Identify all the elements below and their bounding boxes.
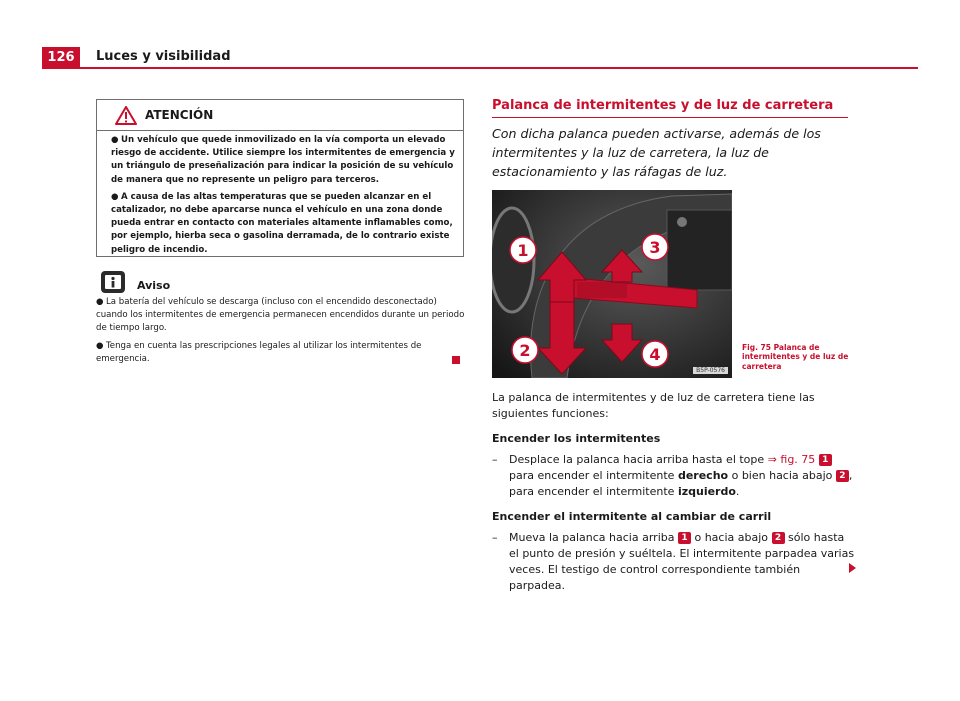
note-item bbox=[96, 296, 468, 336]
warning-triangle-icon bbox=[115, 106, 137, 125]
figure-reference-link[interactable]: ⇒ fig. 75 bbox=[767, 453, 816, 466]
svg-text:3: 3 bbox=[649, 238, 661, 257]
text-run: o hacia abajo bbox=[694, 531, 769, 544]
svg-text:4: 4 bbox=[649, 345, 661, 364]
warning-header bbox=[97, 100, 463, 131]
callout-3 bbox=[642, 234, 668, 260]
callout-badge: 2 bbox=[772, 532, 785, 544]
text-run: sólo hasta el punto de presión y suéltela. El intermitente parpadea varias veces. El testigo de control correspondiente también parpadea. bbox=[509, 531, 855, 592]
text-run: para encender el intermitente bbox=[509, 469, 675, 482]
figure-caption-prefix: Fig. 75 bbox=[742, 343, 771, 352]
dash-bullet: – bbox=[492, 531, 498, 544]
chapter-title: Luces y visibilidad bbox=[96, 49, 231, 64]
dash-bullet: – bbox=[492, 453, 498, 466]
text-run: Mueva la palanca hacia arriba bbox=[509, 531, 675, 544]
text-run: , para encender el intermitente bbox=[509, 469, 853, 498]
bullet-icon: ● bbox=[111, 135, 119, 145]
text-strong: izquierdo bbox=[677, 485, 736, 498]
warning-body bbox=[111, 134, 456, 261]
figure-code: B5P-0576 bbox=[693, 367, 728, 374]
page-number: 126 bbox=[42, 47, 80, 67]
figure-caption bbox=[742, 343, 852, 371]
svg-text:2: 2 bbox=[519, 341, 531, 360]
callout-4 bbox=[642, 341, 668, 367]
note-title: Aviso bbox=[137, 279, 171, 292]
warning-item bbox=[111, 134, 456, 187]
bullet-icon: ● bbox=[96, 297, 104, 307]
body-intro: La palanca de intermitentes y de luz de carretera tiene las siguientes funciones: bbox=[492, 391, 815, 420]
warning-item-text: A causa de las altas temperaturas que se pueden alcanzar en el catalizador, no debe aparcarse nunca el vehículo en una zona donde pueda entrar en contacto con materiales altamente inflamables como, por ejemplo, hierba seca o gasolina derramada, de lo contrario existe peligro de incendio. bbox=[111, 191, 453, 255]
text-run: . bbox=[735, 485, 740, 498]
section-title: Palanca de intermitentes y de luz de carretera bbox=[492, 98, 834, 113]
body-text bbox=[492, 390, 857, 603]
note-body bbox=[96, 296, 468, 370]
instruction-item bbox=[492, 452, 857, 500]
text-run: o bien hacia abajo bbox=[731, 469, 833, 482]
text-strong: derecho bbox=[677, 469, 729, 482]
subheading-lane-change: Encender el intermitente al cambiar de carril bbox=[492, 510, 772, 523]
svg-text:1: 1 bbox=[517, 241, 529, 260]
callout-badge: 1 bbox=[678, 532, 691, 544]
subheading-turn-signals: Encender los intermitentes bbox=[492, 432, 661, 445]
info-note-icon bbox=[100, 270, 126, 294]
note-item bbox=[96, 340, 468, 366]
warning-box bbox=[96, 99, 464, 257]
bullet-icon: ● bbox=[111, 191, 119, 202]
section-lead: Con dicha palanca pueden activarse, además de los intermitentes y la luz de carretera, la luz de estacionamiento y las ráfagas de luz. bbox=[492, 126, 821, 179]
warning-item-text: Un vehículo que quede inmovilizado en la vía comporta un elevado riesgo de accidente. Utilice siempre los intermitentes de emergencia y un triángulo de preseñalización para indicar la posición de su vehículo de manera que no represente un peligro para terceros. bbox=[111, 135, 455, 185]
note-item-text: La batería del vehículo se descarga (incluso con el encendido desconectado) cuando los intermitentes de emergencia permanecen encendidos durante un periodo de tiempo largo. bbox=[96, 297, 465, 334]
header-rule bbox=[42, 67, 918, 69]
figure-lever-image bbox=[492, 190, 732, 378]
section-rule bbox=[492, 117, 848, 118]
continue-arrow-icon bbox=[849, 563, 856, 573]
text-run: Desplace la palanca hacia arriba hasta el tope bbox=[509, 453, 765, 466]
callout-badge: 1 bbox=[819, 454, 832, 466]
bullet-icon: ● bbox=[96, 340, 104, 351]
callout-2 bbox=[512, 337, 538, 363]
callout-1 bbox=[510, 237, 536, 263]
note-item-text: Tenga en cuenta las prescripciones legales al utilizar los intermitentes de emergencia. bbox=[96, 340, 422, 364]
end-of-section-mark bbox=[452, 356, 460, 364]
instruction-item bbox=[492, 530, 857, 594]
figure-caption-text: Palanca de intermitentes y de luz de carretera bbox=[742, 343, 849, 371]
callout-badge: 2 bbox=[836, 470, 849, 482]
warning-title: ATENCIÓN bbox=[145, 108, 214, 122]
warning-item bbox=[111, 191, 456, 257]
lever-illustration bbox=[492, 190, 732, 378]
